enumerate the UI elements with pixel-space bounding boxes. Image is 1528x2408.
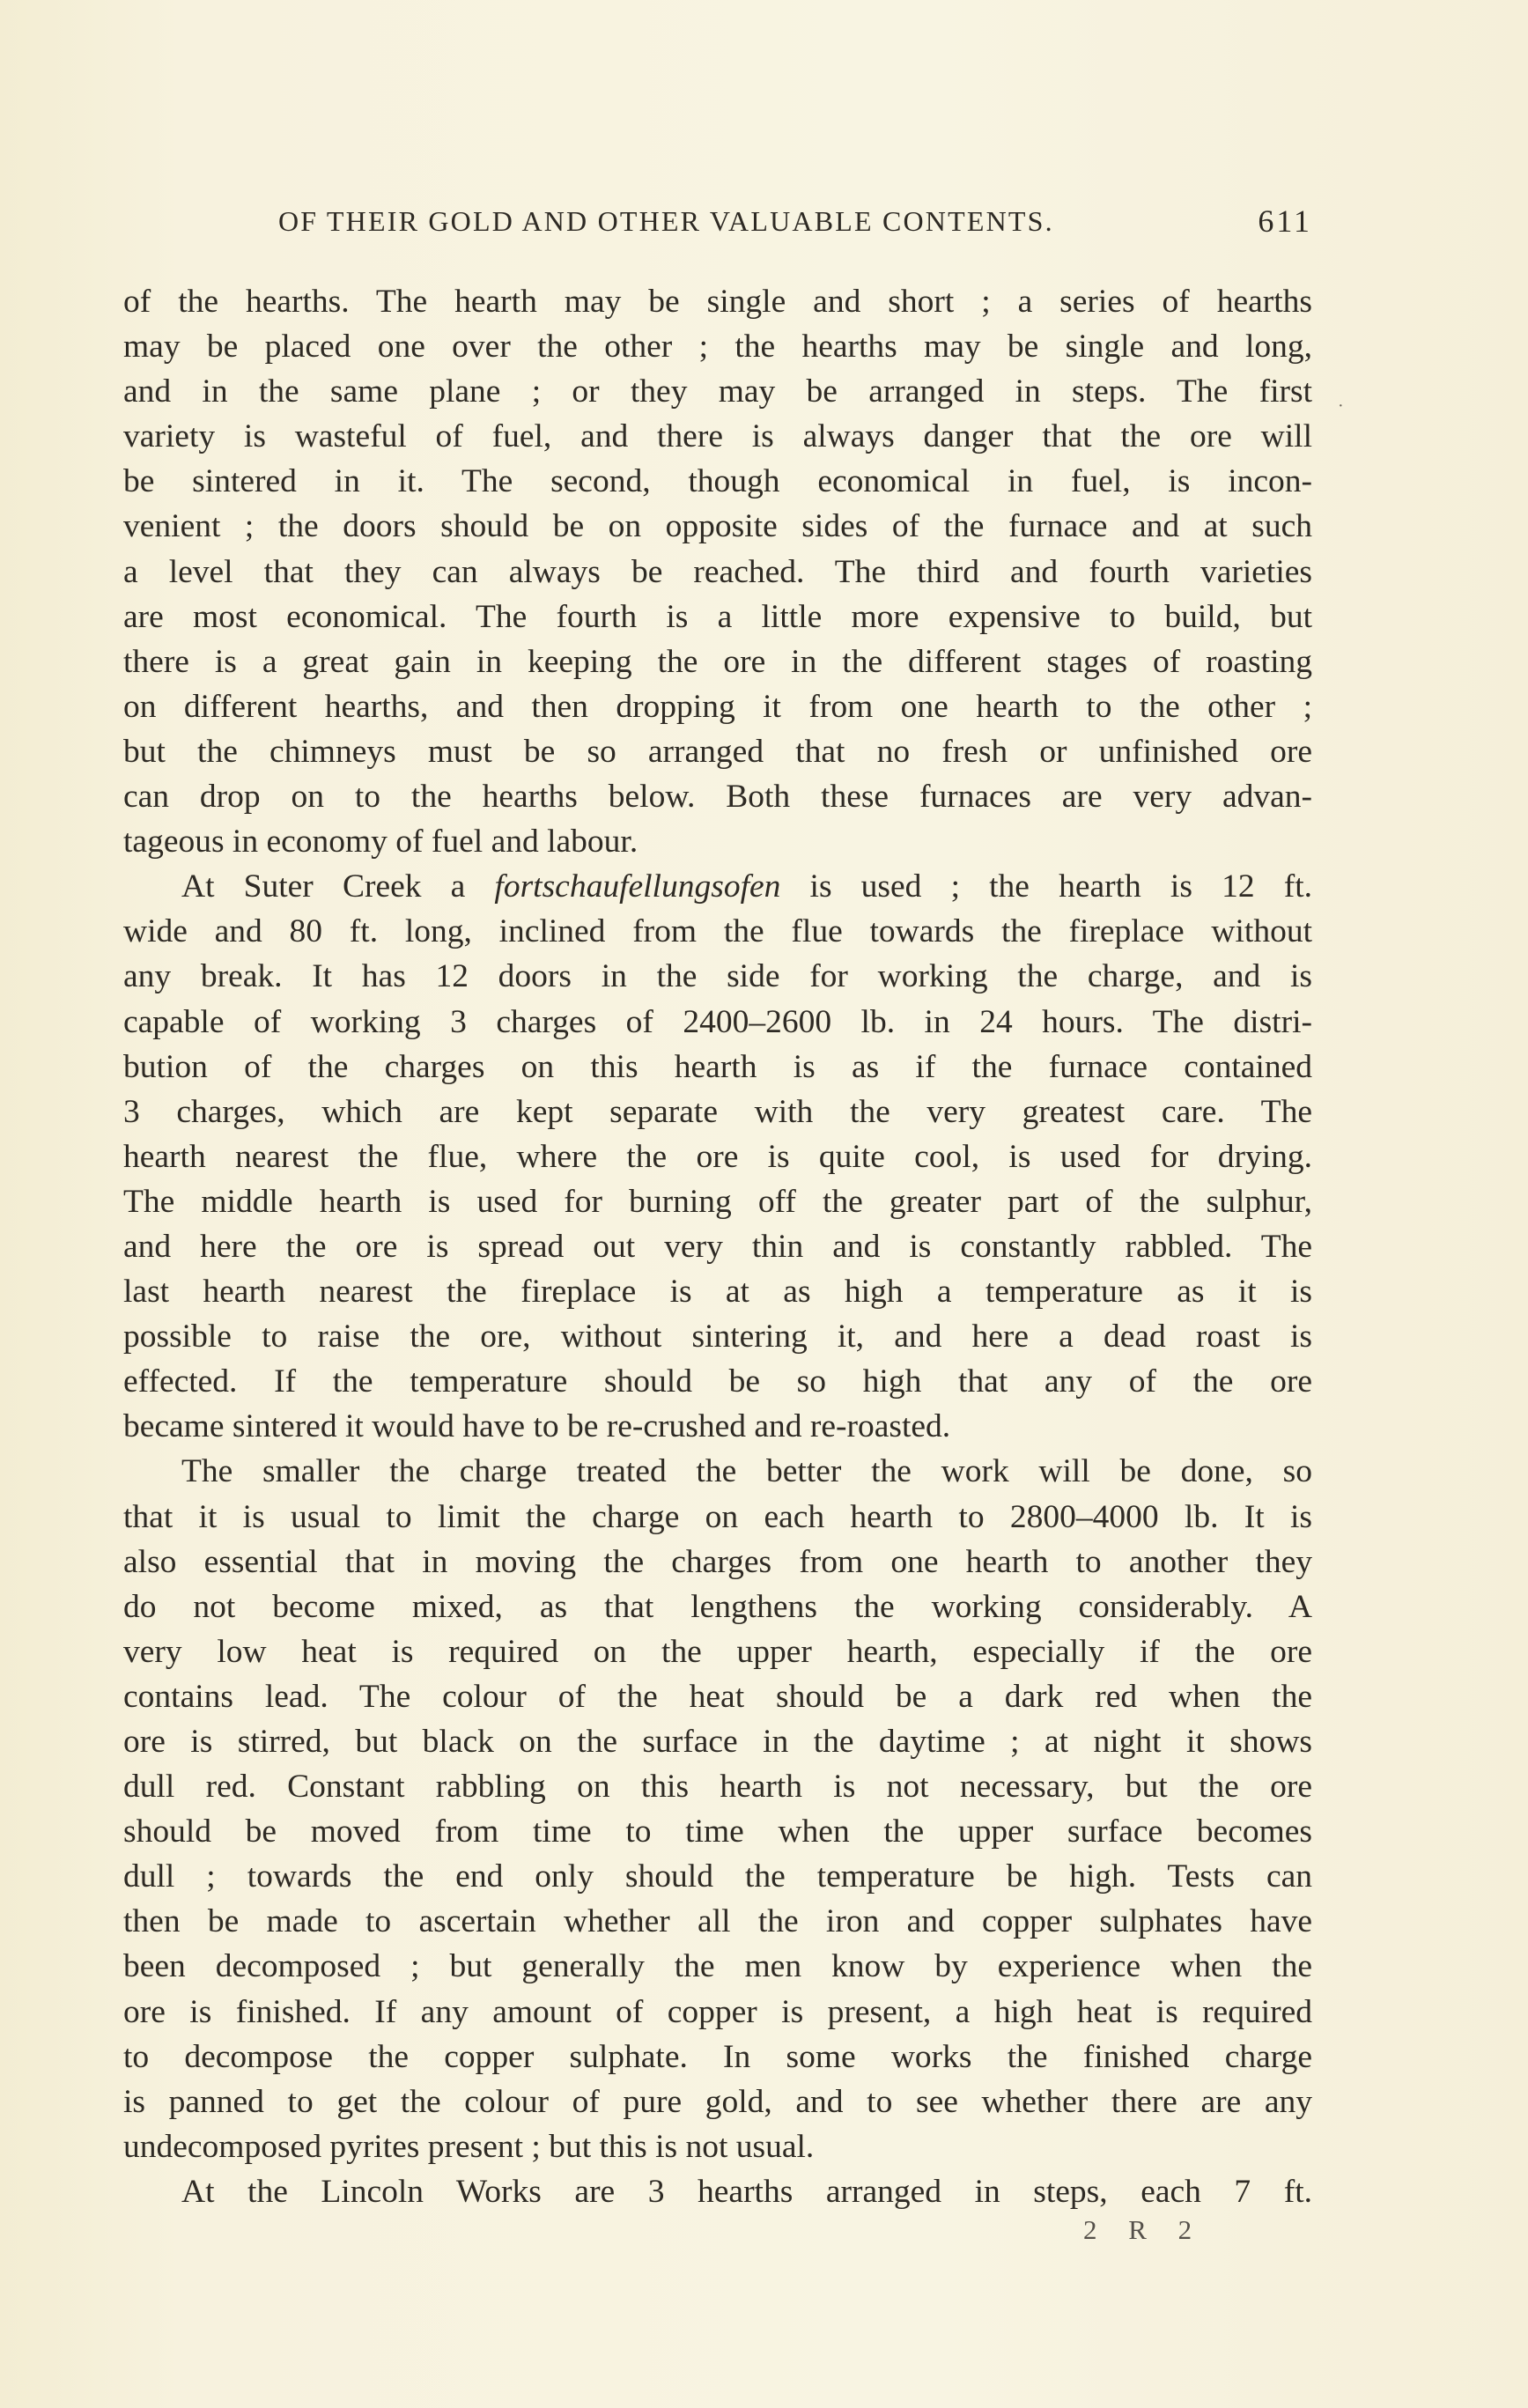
text-line: can drop on to the hearths below. Both these furnaces are very advan- [123, 779, 1312, 816]
text-line: wide and 80 ft. long, inclined from the flue towards the fireplace without [123, 913, 1312, 950]
text-line: The middle hearth is used for burning off the greater part of the sulphur, [123, 1183, 1312, 1220]
text-line: capable of working 3 charges of 2400–2600 lb. in 24 hours. The distri- [123, 1003, 1312, 1040]
text-line: then be made to ascertain whether all the iron and copper sulphates have [123, 1903, 1312, 1940]
text-line: may be placed one over the other ; the hearths may be single and long, [123, 329, 1312, 366]
text-line: there is a great gain in keeping the ore in the different stages of roasting [123, 643, 1312, 680]
text-line: tageous in economy of fuel and labour. [123, 824, 639, 861]
text-line: 3 charges, which are kept separate with the very greatest care. The [123, 1093, 1312, 1130]
text-line: and in the same plane ; or they may be arranged in steps. The first [123, 373, 1312, 410]
page-number: 611 [1258, 203, 1312, 239]
text-line: ore is finished. If any amount of copper is present, a high heat is required [123, 1993, 1312, 2030]
text-line: on different hearths, and then dropping it from one hearth to the other ; [123, 688, 1312, 725]
running-head [123, 199, 1312, 243]
text-line: venient ; the doors should be on opposite sides of the furnace and at such [123, 508, 1312, 545]
text-line-segment: is used ; the hearth is 12 ft. [780, 868, 1312, 905]
margin-mark: · [1338, 396, 1344, 416]
text-line: is panned to get the colour of pure gold, and to see whether there are any [123, 2083, 1312, 2120]
text-line: bution of the charges on this hearth is as if the furnace contained [123, 1048, 1312, 1085]
text-line: be sintered in it. The second, though economical in fuel, is incon- [123, 463, 1312, 500]
text-line: The smaller the charge treated the better the work will be done, so [181, 1453, 1312, 1490]
running-title: OF THEIR GOLD AND OTHER VALUABLE CONTENTS. [278, 205, 1054, 237]
text-line: dull ; towards the end only should the temperature be high. Tests can [123, 1858, 1312, 1895]
text-line: to decompose the copper sulphate. In some works the finished charge [123, 2038, 1312, 2075]
text-line: a level that they can always be reached. The third and fourth varieties [123, 553, 1312, 590]
text-line: and here the ore is spread out very thin and is constantly rabbled. The [123, 1228, 1312, 1265]
text-line: been decomposed ; but generally the men know by experience when the [123, 1948, 1312, 1985]
text-line: ore is stirred, but black on the surface in the daytime ; at night it shows [123, 1724, 1312, 1760]
italic-term: fortschaufellungsofen [494, 868, 781, 905]
text-line: undecomposed pyrites present ; but this is not usual. [123, 2128, 815, 2165]
text-line: also essential that in moving the charges from one hearth to another they [123, 1543, 1312, 1580]
text-line: should be moved from time to time when the upper surface becomes [123, 1813, 1312, 1850]
text-line: last hearth nearest the fireplace is at as high a temperature as it is [123, 1274, 1312, 1311]
signature-mark: 2 R 2 [1083, 2214, 1205, 2245]
text-line: that it is usual to limit the charge on each hearth to 2800–4000 lb. It is [123, 1498, 1312, 1535]
body-text [123, 279, 1312, 2214]
text-line: became sintered it would have to be re-crushed and re-roasted. [123, 1408, 951, 1445]
text-line: any break. It has 12 doors in the side for working the charge, and is [123, 958, 1312, 995]
text-line: effected. If the temperature should be so high that any of the ore [123, 1363, 1312, 1400]
text-line: very low heat is required on the upper hearth, especially if the ore [123, 1633, 1312, 1670]
text-line: At the Lincoln Works are 3 hearths arranged in steps, each 7 ft. [181, 2173, 1312, 2210]
text-line: but the chimneys must be so arranged that no fresh or unfinished ore [123, 733, 1312, 770]
text-line: dull red. Constant rabbling on this hearth is not necessary, but the ore [123, 1769, 1312, 1806]
text-line: possible to raise the ore, without sintering it, and here a dead roast is [123, 1318, 1312, 1355]
text-line: do not become mixed, as that lengthens the working considerably. A [123, 1588, 1312, 1625]
text-line: contains lead. The colour of the heat should be a dark red when the [123, 1678, 1312, 1715]
text-line: are most economical. The fourth is a little more expensive to build, but [123, 598, 1312, 635]
text-line [123, 864, 1312, 909]
text-line: of the hearths. The hearth may be single and short ; a series of hearths [123, 284, 1312, 320]
text-line: hearth nearest the flue, where the ore is quite cool, is used for drying. [123, 1138, 1312, 1175]
text-line-segment: At Suter Creek a [181, 868, 495, 905]
text-line: variety is wasteful of fuel, and there is always danger that the ore will [123, 418, 1312, 455]
